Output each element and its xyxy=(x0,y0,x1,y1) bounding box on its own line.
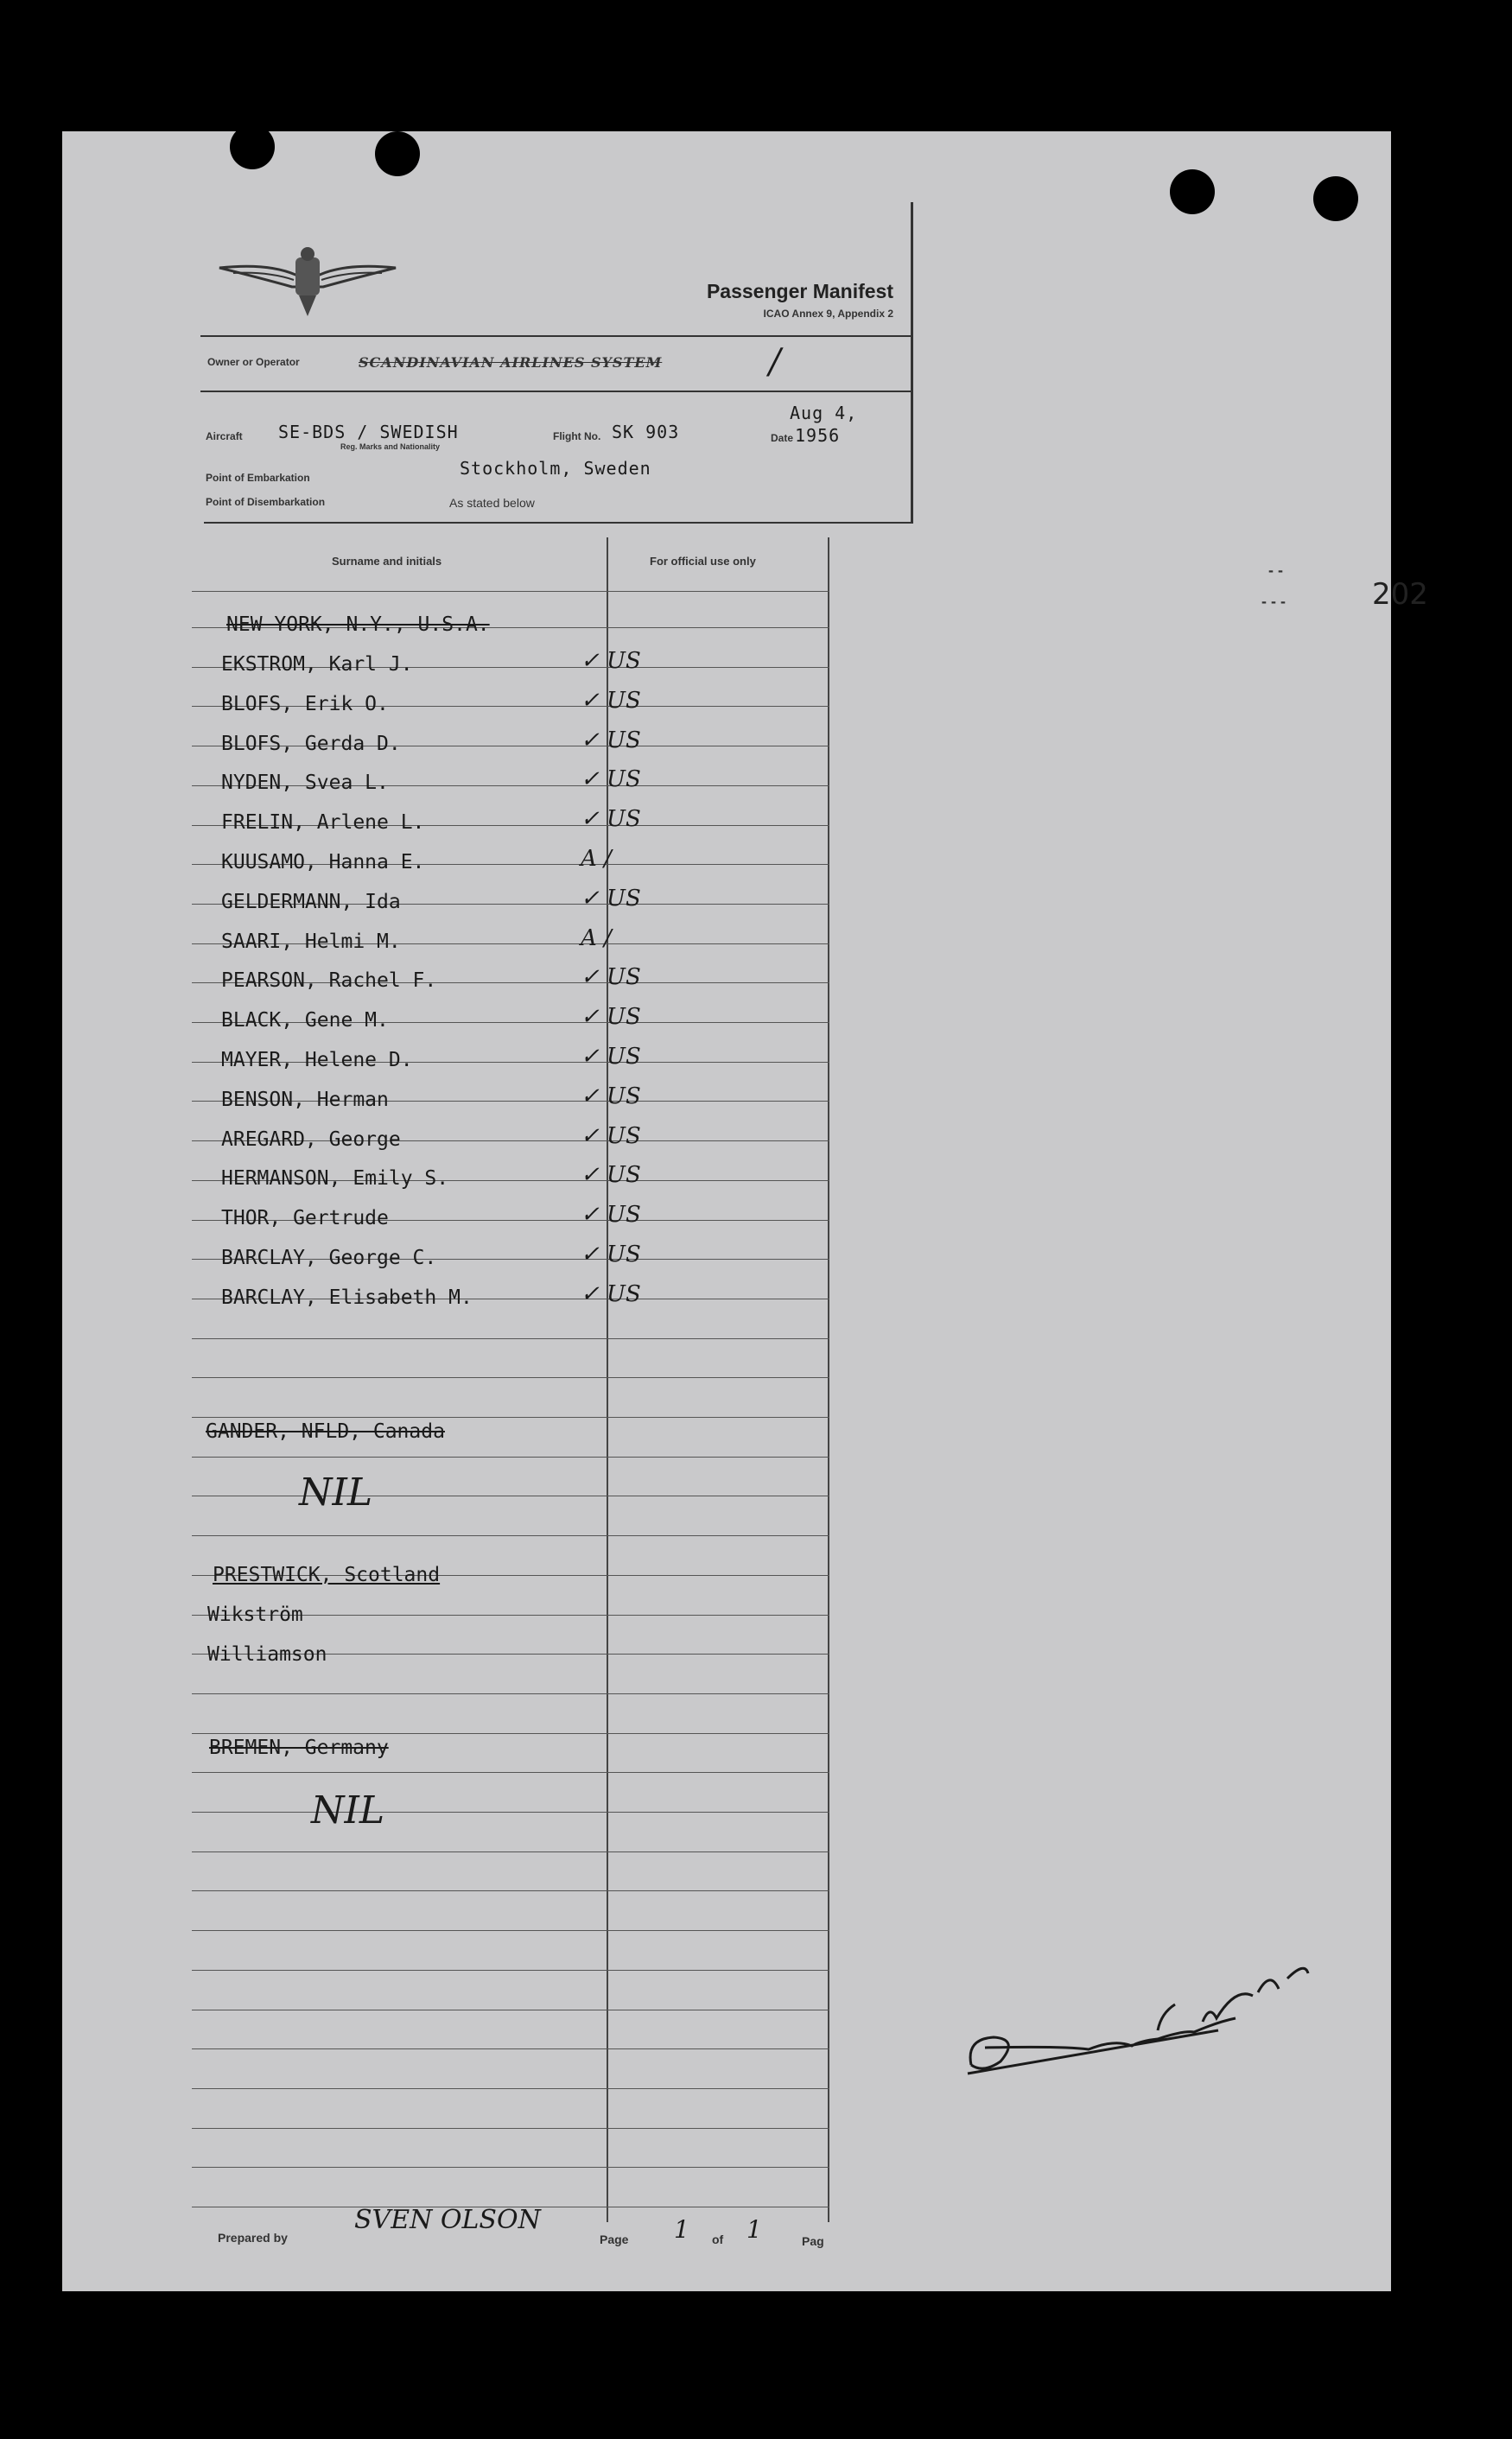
table-row-line xyxy=(192,1417,829,1418)
official-check-mark: ✓ US xyxy=(581,1122,641,1149)
embarkation-value: Stockholm, Sweden xyxy=(460,458,651,479)
passenger-name: HERMANSON, Emily S. xyxy=(221,1167,449,1191)
divider xyxy=(200,391,911,392)
official-check-mark: ✓ US xyxy=(581,1202,641,1229)
passenger-name: BARCLAY, Elisabeth M. xyxy=(221,1286,473,1309)
section-heading-prestwick: PRESTWICK, Scotland xyxy=(213,1564,441,1586)
official-check-mark: ✓ US xyxy=(581,806,641,833)
disembarkation-value: As stated below xyxy=(449,496,535,510)
official-check-mark: ✓ US xyxy=(581,1162,641,1189)
owner-value: SCANDINAVIAN AIRLINES SYSTEM xyxy=(359,354,663,371)
official-check-mark: ✓ US xyxy=(581,687,641,714)
page-label: Page xyxy=(600,2233,629,2246)
passenger-name: Williamson xyxy=(207,1643,327,1666)
table-row-line xyxy=(192,1930,829,1931)
official-check-mark: A / xyxy=(581,846,612,872)
passenger-name: BENSON, Herman xyxy=(221,1088,389,1111)
flight-value: SK 903 xyxy=(612,422,680,442)
table-row-line xyxy=(192,2128,829,2129)
passenger-name: MAYER, Helene D. xyxy=(221,1049,413,1071)
page-number: 202 xyxy=(1372,577,1428,612)
date-line2: 1956 xyxy=(795,425,841,446)
form-title: Passenger Manifest xyxy=(706,280,893,302)
passenger-name: AREGARD, George xyxy=(221,1127,401,1151)
table-row-line xyxy=(192,1338,829,1339)
section-heading-gander: GANDER, NFLD, Canada xyxy=(206,1420,445,1443)
punch-hole xyxy=(1170,169,1215,214)
divider xyxy=(200,335,911,337)
page-label-truncated: Pag xyxy=(802,2234,824,2248)
official-check-mark: ✓ US xyxy=(581,1242,641,1267)
official-check-mark: ✓ US xyxy=(581,766,641,793)
table-row-line xyxy=(192,1851,829,1852)
prepared-by-value: SVEN OLSON xyxy=(354,2205,541,2235)
reg-marks-label: Reg. Marks and Nationality xyxy=(340,442,441,451)
form-subtitle: ICAO Annex 9, Appendix 2 xyxy=(763,308,893,320)
airline-logo-icon xyxy=(216,244,399,321)
official-check-mark: ✓ US xyxy=(581,727,641,753)
flight-label: Flight No. xyxy=(553,430,601,442)
passenger-name: EKSTROM, Karl J. xyxy=(221,653,413,676)
handwritten-signature xyxy=(959,1935,1322,2091)
of-value: 1 xyxy=(746,2215,762,2244)
official-check-mark: ✓ US xyxy=(581,1044,641,1070)
slash-mark: / xyxy=(769,342,781,382)
nil-note: NIL xyxy=(299,1470,373,1515)
passenger-name: PEARSON, Rachel F. xyxy=(221,969,437,993)
passenger-name: BLOFS, Gerda D. xyxy=(221,732,401,755)
table-row-line xyxy=(192,1693,829,1694)
disembarkation-label: Point of Disembarkation xyxy=(206,496,326,508)
table-row-line xyxy=(192,1535,829,1536)
punch-hole xyxy=(375,131,420,176)
official-check-mark: ✓ US xyxy=(581,1083,641,1109)
official-check-mark: ✓ US xyxy=(581,1004,641,1031)
punch-hole xyxy=(230,124,275,169)
official-check-mark: ✓ US xyxy=(581,885,641,911)
passenger-name: SAARI, Helmi M. xyxy=(221,930,401,953)
official-check-mark: A / xyxy=(581,924,612,951)
prepared-by-label: Prepared by xyxy=(218,2231,288,2245)
table-row-line xyxy=(192,2048,829,2049)
section-heading-new-york: NEW YORK, N.Y., U.S.A. xyxy=(226,613,490,636)
section-heading-bremen: BREMEN, Germany xyxy=(209,1737,389,1759)
table-row-line xyxy=(192,1457,829,1458)
stamp-dashes: - - - xyxy=(1261,593,1286,610)
nil-note: NIL xyxy=(311,1788,385,1832)
passenger-name: NYDEN, Svea L. xyxy=(221,772,389,795)
date-label: Date xyxy=(771,432,794,444)
passenger-name: KUUSAMO, Hanna E. xyxy=(221,851,425,873)
table-row-line xyxy=(192,1890,829,1891)
table-row-line xyxy=(192,2088,829,2089)
official-check-mark: ✓ US xyxy=(581,964,641,991)
passenger-name: BLACK, Gene M. xyxy=(221,1009,389,1032)
punch-hole xyxy=(1313,176,1358,221)
passenger-name: FRELIN, Arlene L. xyxy=(221,811,425,835)
official-check-mark: ✓ US xyxy=(581,1280,641,1307)
table-row-line xyxy=(192,2167,829,2168)
aircraft-label: Aircraft xyxy=(206,430,243,442)
passenger-name: BLOFS, Erik O. xyxy=(221,692,389,715)
table-row-line xyxy=(192,1812,829,1813)
table-row-line xyxy=(192,1733,829,1734)
embarkation-label: Point of Embarkation xyxy=(206,472,310,484)
page-value: 1 xyxy=(674,2215,689,2244)
passenger-name: Wikström xyxy=(207,1604,303,1626)
table-row-line xyxy=(192,1772,829,1773)
owner-label: Owner or Operator xyxy=(207,356,300,368)
table-row-line xyxy=(192,591,829,592)
official-check-mark: ✓ US xyxy=(581,648,641,674)
passenger-name: THOR, Gertrude xyxy=(221,1207,389,1230)
stamp-dashes: - - xyxy=(1268,562,1283,579)
column-header-surname: Surname and initials xyxy=(332,555,442,568)
of-label: of xyxy=(712,2233,724,2246)
passenger-name: GELDERMANN, Ida xyxy=(221,890,401,913)
table-row-line xyxy=(192,1970,829,1971)
date-line1: Aug 4, xyxy=(790,403,858,423)
column-header-official: For official use only xyxy=(650,555,756,568)
table-row-line xyxy=(192,1377,829,1378)
aircraft-value: SE-BDS / SWEDISH xyxy=(278,422,459,442)
passenger-name: BARCLAY, George C. xyxy=(221,1247,437,1269)
